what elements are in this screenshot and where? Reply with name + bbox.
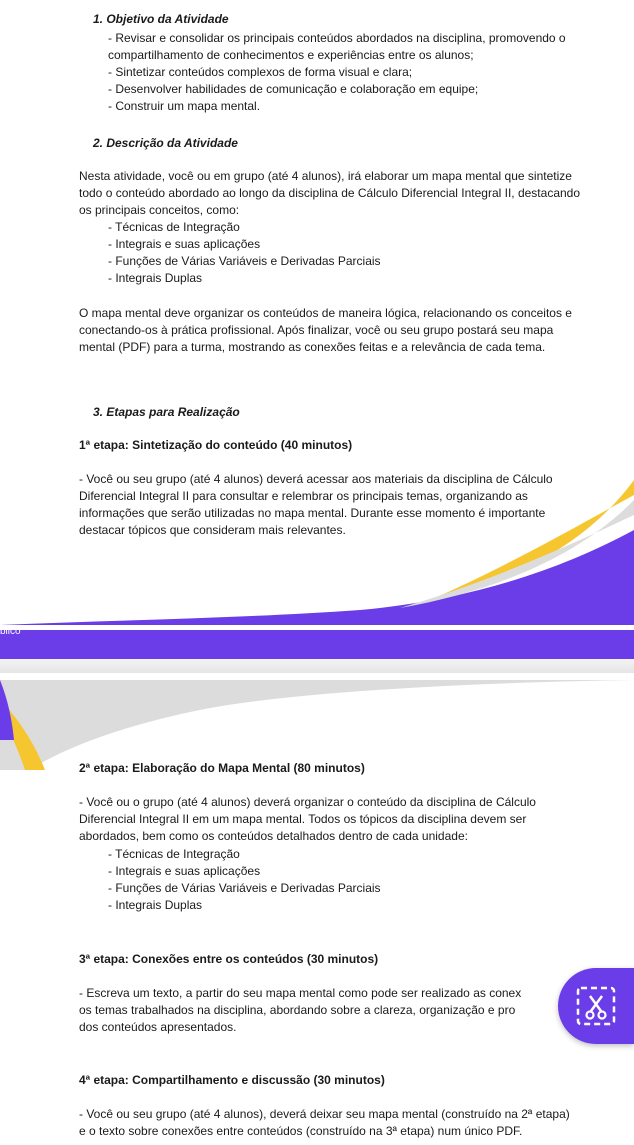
topic-item: - Técnicas de Integração <box>108 220 240 234</box>
step1-line: Diferencial Integral II para consultar e relembrar os principais temas, organizando as <box>79 489 528 503</box>
descricao-line: O mapa mental deve organizar os conteúdos de maneira lógica, relacionando os conceitos e <box>79 306 572 320</box>
section-heading-etapas: 3. Etapas para Realização <box>93 405 240 419</box>
step1-line: informações que serão utilizadas no mapa mental. Durante esse momento é importante <box>79 506 546 520</box>
step3-line: dos conteúdos apresentados. <box>79 1020 237 1034</box>
objetivo-line: - Construir um mapa mental. <box>108 99 261 113</box>
step3-title: 3ª etapa: Conexões entre os conteúdos (30 minutos) <box>79 952 379 966</box>
descricao-line: conectando-os à prática profissional. Após finalizar, você ou seu grupo postará seu mapa <box>79 323 554 337</box>
topic-item: - Integrais Duplas <box>108 271 203 285</box>
descricao-line: mental (PDF) para a turma, mostrando as conexões feitas e a relevância de cada tema. <box>79 340 546 354</box>
page-header-decoration <box>0 670 634 770</box>
section-heading-objetivo: 1. Objetivo da Atividade <box>93 12 229 26</box>
section-heading-descricao: 2. Descrição da Atividade <box>93 136 238 150</box>
step2-title: 2ª etapa: Elaboração do Mapa Mental (80 minutos) <box>79 761 365 775</box>
descricao-line: Nesta atividade, você ou em grupo (até 4 alunos), irá elaborar um mapa mental que sintetize <box>79 169 572 183</box>
topic-item: - Funções de Várias Variáveis e Derivadas Parciais <box>108 881 381 895</box>
topic-item: - Técnicas de Integração <box>108 847 240 861</box>
step2-line: Diferencial Integral II em um mapa mental. Todos os tópicos da disciplina devem ser <box>79 812 527 826</box>
screen-capture-button[interactable] <box>558 968 634 1044</box>
step3-line: - Escreva um texto, a partir do seu mapa mental como pode ser realizado as conex <box>79 986 522 1000</box>
topic-item: - Integrais Duplas <box>108 898 203 912</box>
objetivo-line: - Desenvolver habilidades de comunicação e colaboração em equipe; <box>108 82 479 96</box>
step3-line: os temas trabalhados na disciplina, abordando sobre a clareza, organização e pro <box>79 1003 516 1017</box>
step1-line: - Você ou seu grupo (até 4 alunos) deverá acessar aos materiais da disciplina de Cálculo <box>79 472 553 486</box>
descricao-line: os principais conceitos, como: <box>79 203 240 217</box>
step4-line: e o texto sobre conexões entre conteúdos (construído na 3ª etapa) num único PDF. <box>79 1124 523 1138</box>
objetivo-line: - Revisar e consolidar os principais conteúdos abordados na disciplina, promovendo o <box>108 31 566 45</box>
step1-line: destacar tópicos que consideram mais relevantes. <box>79 523 346 537</box>
step2-line: abordados, bem como os conteúdos detalhados dentro de cada unidade: <box>79 829 468 843</box>
objetivo-line: - Sintetizar conteúdos complexos de forma visual e clara; <box>108 65 413 79</box>
objetivo-line: compartilhamento de conhecimentos e experiências entre os alunos; <box>108 48 474 62</box>
topic-item: - Integrais e suas aplicações <box>108 237 261 251</box>
step2-line: - Você ou o grupo (até 4 alunos) deverá organizar o conteúdo da disciplina de Cálculo <box>79 795 536 809</box>
step4-line: - Você ou seu grupo (até 4 alunos), deverá deixar seu mapa mental (construído na 2ª etapa) <box>79 1107 570 1121</box>
screen-capture-scissors-icon <box>574 984 618 1028</box>
step1-title: 1ª etapa: Sintetização do conteúdo (40 minutos) <box>79 438 353 452</box>
descricao-line: todo o conteúdo abordado ao longo da disciplina de Cálculo Diferencial Integral II, destacando <box>79 186 581 200</box>
topic-item: - Funções de Várias Variáveis e Derivadas Parciais <box>108 254 381 268</box>
topic-item: - Integrais e suas aplicações <box>108 864 261 878</box>
footer-fragment: blico <box>0 626 21 637</box>
step4-title: 4ª etapa: Compartilhamento e discussão (30 minutos) <box>79 1073 385 1087</box>
